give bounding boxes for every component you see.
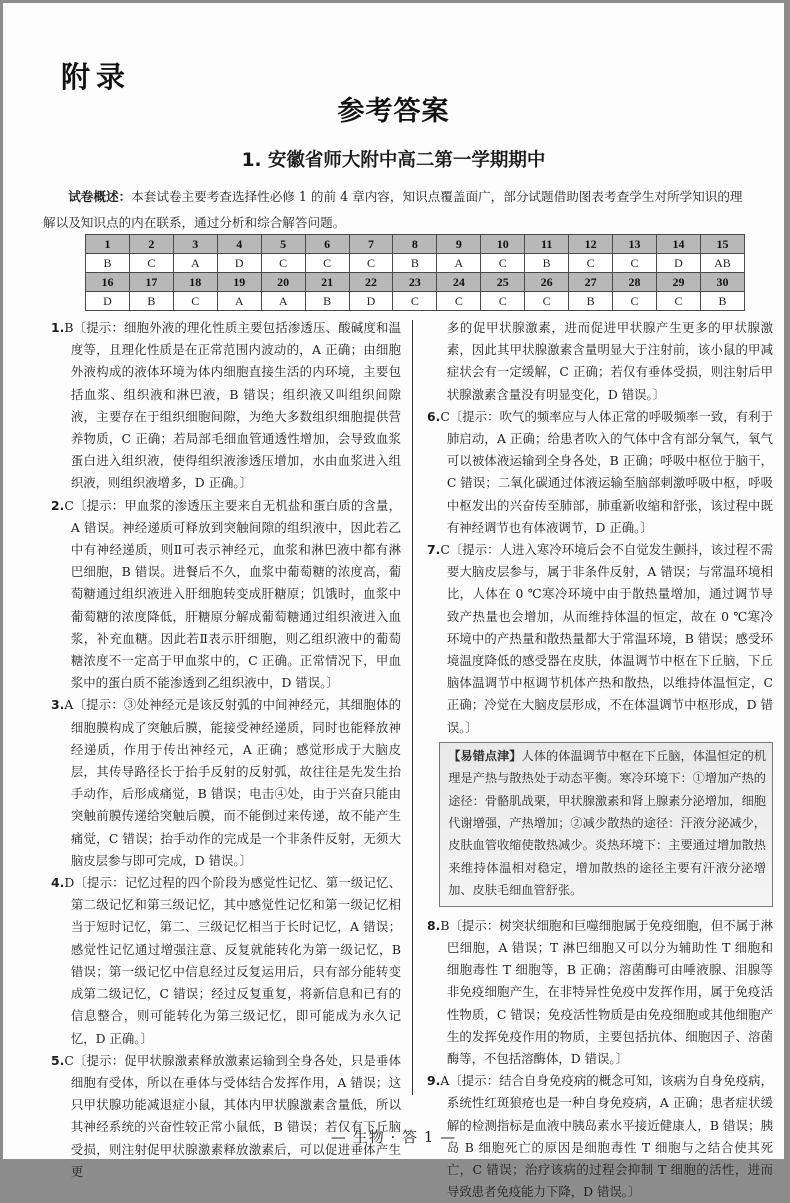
question-number-cell: 8 xyxy=(393,235,437,254)
question-number-cell: 28 xyxy=(613,273,657,292)
question-number-cell: 26 xyxy=(525,273,569,292)
question-number-cell: 10 xyxy=(481,235,525,254)
answer-cell: C xyxy=(305,254,349,273)
question-number-cell: 3 xyxy=(173,235,217,254)
question-number-cell: 21 xyxy=(305,273,349,292)
question-number-cell: 9 xyxy=(437,235,481,254)
answer-cell: B xyxy=(525,254,569,273)
question-number-cell: 19 xyxy=(217,273,261,292)
question-number-cell: 7 xyxy=(349,235,393,254)
answer-cell: B xyxy=(700,292,744,311)
question-number-cell: 27 xyxy=(569,273,613,292)
explanation-continuation: 多的促甲状腺激素，进而促进甲状腺产生更多的甲状腺激素，因此其甲状腺激素含量明显大于注射前，该小鼠的甲减症状会有一定缓解，C 正确；若仅有垂体受损，则注射后甲状腺激素含量没有明显变化，D 错误。〕 xyxy=(446,320,773,402)
left-column xyxy=(51,317,401,1183)
question-number-cell: 14 xyxy=(656,235,700,254)
question-number-cell: 22 xyxy=(349,273,393,292)
question-number-row xyxy=(86,235,745,254)
question-number: 5. xyxy=(51,1052,65,1068)
answer-cell: C xyxy=(349,254,393,273)
explanation-text: A〔提示：结合自身免疫病的概念可知，该病为自身免疫病，系统性红斑狼疮也是一种自身免疫病，A 正确；患者症状缓解的检测指标是血液中胰岛素水平接近健康人，B 错误；胰岛 B 细胞死亡的原因是细胞毒性 T 细胞与之结合使其死亡，C 错误；治疗该病的过程会抑制 T 细胞的活性，进而导致患者免疫能力下降，D 错误。〕 xyxy=(440,1073,773,1200)
answer-cell: C xyxy=(129,254,173,273)
answer-cell: AB xyxy=(700,254,744,273)
explanation-item xyxy=(51,495,401,695)
answer-cell: B xyxy=(305,292,349,311)
question-number: 4. xyxy=(51,875,65,891)
explanation-text: C〔提示：人进入寒冷环境后会不自觉发生颤抖，该过程不需要大脑皮层参与，属于非条件反射，A 错误；与常温环境相比，人体在 0 ℃寒冷环境中由于散热量增加，通过调节导致产热量也会增加，从而维持体温的恒定，故在 0 ℃寒冷环境中的产热量和散热量都大于常温环境，B 错误；感受环境温度降低的感受器在皮肤，体温调节中枢在下丘脑，下丘脑体温调节中枢调节机体产热和散热，以维持体温恒定，C 正确；冷觉在大脑皮层形成，不在体温调节中枢形成，D 错误。〕 xyxy=(440,542,773,735)
explanation-text: C〔提示：甲血浆的渗透压主要来自无机盐和蛋白质的含量，A 错误。神经递质可释放到突触间隙的组织液中，因此若乙中有神经递质，则Ⅱ可表示神经元，血浆和淋巴液中都有淋巴细胞，B 错误。进餐后不久，血浆中葡萄糖的浓度高，葡萄糖通过组织液进入肝细胞转变成肝糖原；饥饿时，血浆中葡萄糖的浓度降低，肝糖原分解成葡萄糖通过组织液进入血浆，补充血糖。因此若Ⅱ表示肝细胞，则乙组织液中的葡萄糖浓度不一定高于甲血浆中的，C 正确。正常情况下，甲血浆中的蛋白质不能渗透到乙组织液中，D 错误。〕 xyxy=(64,497,401,691)
explanation-item xyxy=(427,915,773,1070)
question-number-cell: 12 xyxy=(569,235,613,254)
question-number: 3. xyxy=(51,697,65,713)
question-number-cell: 25 xyxy=(481,273,525,292)
question-number: 6. xyxy=(427,408,441,424)
explanation-text: A〔提示：③处神经元是该反射弧的中间神经元，其细胞体的细胞膜构成了突触后膜，能接受神经递质，同时也能释放神经递质，作用于传出神经元，A 正确；感觉形成于大脑皮层，其传导路径长于抬手反射的反射弧，故往往是先发生抬手动作，后形成痛觉，B 错误；电击④处，由于兴奋只能由突触前膜传递给突触后膜，而不能倒过来传递，故不能产生痛觉，C 错误；抬手动作的完成是一个非条件反射，无须大脑皮层参与即可完成，D 错误。〕 xyxy=(64,697,401,868)
explanation-text: B〔提示：细胞外液的理化性质主要包括渗透压、酸碱度和温度等，且理化性质是在正常范围内波动的，A 正确；由细胞外液构成的液体环境为体内细胞直接生活的内环境，主要包括血浆、组织液和淋巴液，B 错误；组织液又叫组织间隙液，主要存在于组织细胞间隙，为绝大多数组织细胞提供营养物质，C 正确；若局部毛细血管通透性增加，会导致血浆蛋白进入组织液，使得组织液渗透压增加，水由血浆进入组织液，则组织液增多，D 正确。〕 xyxy=(64,320,401,491)
overview-text: 本套试卷主要考查选择性必修 1 的前 4 章内容，知识点覆盖面广，部分试题借助图表考查学生对所学知识的理解以及知识点的内在联系，通过分析和综合解答问题。 xyxy=(43,189,743,230)
answer-cell: C xyxy=(481,254,525,273)
explanation-text: D〔提示：记忆过程的四个阶段为感觉性记忆、第一级记忆、第二级记忆和第三级记忆，其中感觉性记忆和第一级记忆相当于短时记忆，第二、三级记忆相当于长时记忆，A 错误；感觉性记忆通过增强注意、反复就能转化为第一级记忆，B 错误；第一级记忆中信息经过反复运用后，只有部分能转变成第二级记忆，C 错误；经过反复重复，将新信息和已有的信息整合，则可能转化为第三级记忆，即可能成为永久记忆，D 正确。〕 xyxy=(64,875,401,1046)
document-page xyxy=(3,3,784,1200)
explanation-item xyxy=(51,694,401,872)
question-number-cell: 30 xyxy=(700,273,744,292)
explanation-item xyxy=(51,872,401,1050)
answer-key-table xyxy=(85,234,745,311)
answer-cell: C xyxy=(613,292,657,311)
answer-cell: A xyxy=(437,254,481,273)
answer-cell: C xyxy=(569,254,613,273)
answer-cell: C xyxy=(481,292,525,311)
explanation-item xyxy=(427,539,773,739)
question-number-cell: 18 xyxy=(173,273,217,292)
answer-cell: B xyxy=(393,254,437,273)
answer-row xyxy=(86,254,745,273)
question-number-cell: 5 xyxy=(261,235,305,254)
question-number-cell: 11 xyxy=(525,235,569,254)
answer-cell: A xyxy=(217,292,261,311)
explanation-text: C〔提示：吹气的频率应与人体正常的呼吸频率一致，有利于肺启动，A 正确；给患者吹入的气体中含有部分氧气，氧气可以被体液运输到全身各处，B 正确；呼吸中枢位于脑干，C 错误；二氧化碳通过体液运输至脑部刺激呼吸中枢，呼吸中枢发出的兴奋传至肺部，肺重新收缩和舒张，该过程中既有神经调节也有体液调节，D 正确。〕 xyxy=(440,408,773,535)
question-number: 1. xyxy=(51,320,65,335)
answer-cell: C xyxy=(613,254,657,273)
answer-cell: C xyxy=(393,292,437,311)
question-number: 8. xyxy=(427,917,441,933)
question-number-cell: 16 xyxy=(86,273,130,292)
note-label: 【易错点津】 xyxy=(448,748,522,763)
question-number-cell: 1 xyxy=(86,235,130,254)
answer-cell: D xyxy=(349,292,393,311)
answer-cell: D xyxy=(217,254,261,273)
right-column xyxy=(427,317,773,1203)
answer-cell: D xyxy=(656,254,700,273)
explanation-item xyxy=(51,317,401,495)
explanation-text: C〔提示：促甲状腺激素释放激素运输到全身各处，只是垂体细胞有受体，所以在垂体与受体结合发挥作用，A 错误；这只甲状腺功能减退症小鼠，其体内甲状腺激素含量低，所以其神经系统的兴奋性较正常小鼠低，B 错误；若仅有下丘脑受损，则注射促甲状腺激素释放激素后，可以促进垂体产生更 xyxy=(64,1052,401,1179)
answer-cell: B xyxy=(569,292,613,311)
question-number-cell: 13 xyxy=(613,235,657,254)
page-title: 参考答案 xyxy=(337,96,450,127)
question-number-cell: 17 xyxy=(129,273,173,292)
note-text: 人体的体温调节中枢在下丘脑，体温恒定的机理是产热与散热处于动态平衡。寒冷环境下：①增加产热的途径：骨骼肌战栗，甲状腺激素和肾上腺素分泌增加，细胞代谢增强，产热增加；②减少散热的途径：汗液分泌减少，皮肤血管收缩使散热减少。炎热环境下：主要通过增加散热来维持体温相对稳定，增加散热的途径主要有汗液分泌增加、皮肤毛细血管舒张。 xyxy=(448,748,767,898)
question-number-cell: 23 xyxy=(393,273,437,292)
overview-label: 试卷概述： xyxy=(68,189,132,204)
explanation-text: B〔提示：树突状细胞和巨噬细胞属于免疫细胞，但不属于淋巴细胞，A 错误；T 淋巴细胞又可以分为辅助性 T 细胞和细胞毒性 T 细胞等，B 正确；溶菌酶可由唾液腺、泪腺等非免疫细胞产生，在非特异性免疫中发挥作用，属于免疫活性物质，C 错误；免疫活性物质是由免疫细胞或其他细胞产生的发挥免疫作用的物质，主要包括抗体、细胞因子、溶菌酶等，不包括溶酶体，D 错误。〕 xyxy=(440,917,773,1066)
page-footer: — 生物 · 答 1 — xyxy=(330,1128,457,1146)
answer-cell: D xyxy=(86,292,130,311)
answer-cell: B xyxy=(129,292,173,311)
column-divider xyxy=(412,320,413,1095)
answer-cell: C xyxy=(656,292,700,311)
question-number-cell: 15 xyxy=(700,235,744,254)
question-number-cell: 29 xyxy=(656,273,700,292)
question-number-row xyxy=(86,273,745,292)
question-number: 9. xyxy=(427,1073,441,1089)
answer-cell: A xyxy=(261,292,305,311)
answer-cell: B xyxy=(86,254,130,273)
question-number-cell: 24 xyxy=(437,273,481,292)
question-number: 2. xyxy=(51,497,65,513)
answer-cell: C xyxy=(261,254,305,273)
answer-cell: C xyxy=(437,292,481,311)
question-number-cell: 2 xyxy=(129,235,173,254)
question-number: 7. xyxy=(427,542,441,558)
question-number-cell: 20 xyxy=(261,273,305,292)
section-title: 1. 安徽省师大附中高二第一学期期中 xyxy=(241,150,546,171)
question-number-cell: 4 xyxy=(217,235,261,254)
answer-row xyxy=(86,292,745,311)
answer-cell: A xyxy=(173,254,217,273)
question-number-cell: 6 xyxy=(305,235,349,254)
error-prone-note-box xyxy=(439,742,773,907)
answer-cell: C xyxy=(173,292,217,311)
paper-overview xyxy=(43,184,755,236)
appendix-title: 附录 xyxy=(61,60,132,94)
explanation-item xyxy=(51,1050,401,1183)
answer-cell: C xyxy=(525,292,569,311)
explanation-item xyxy=(427,406,773,539)
